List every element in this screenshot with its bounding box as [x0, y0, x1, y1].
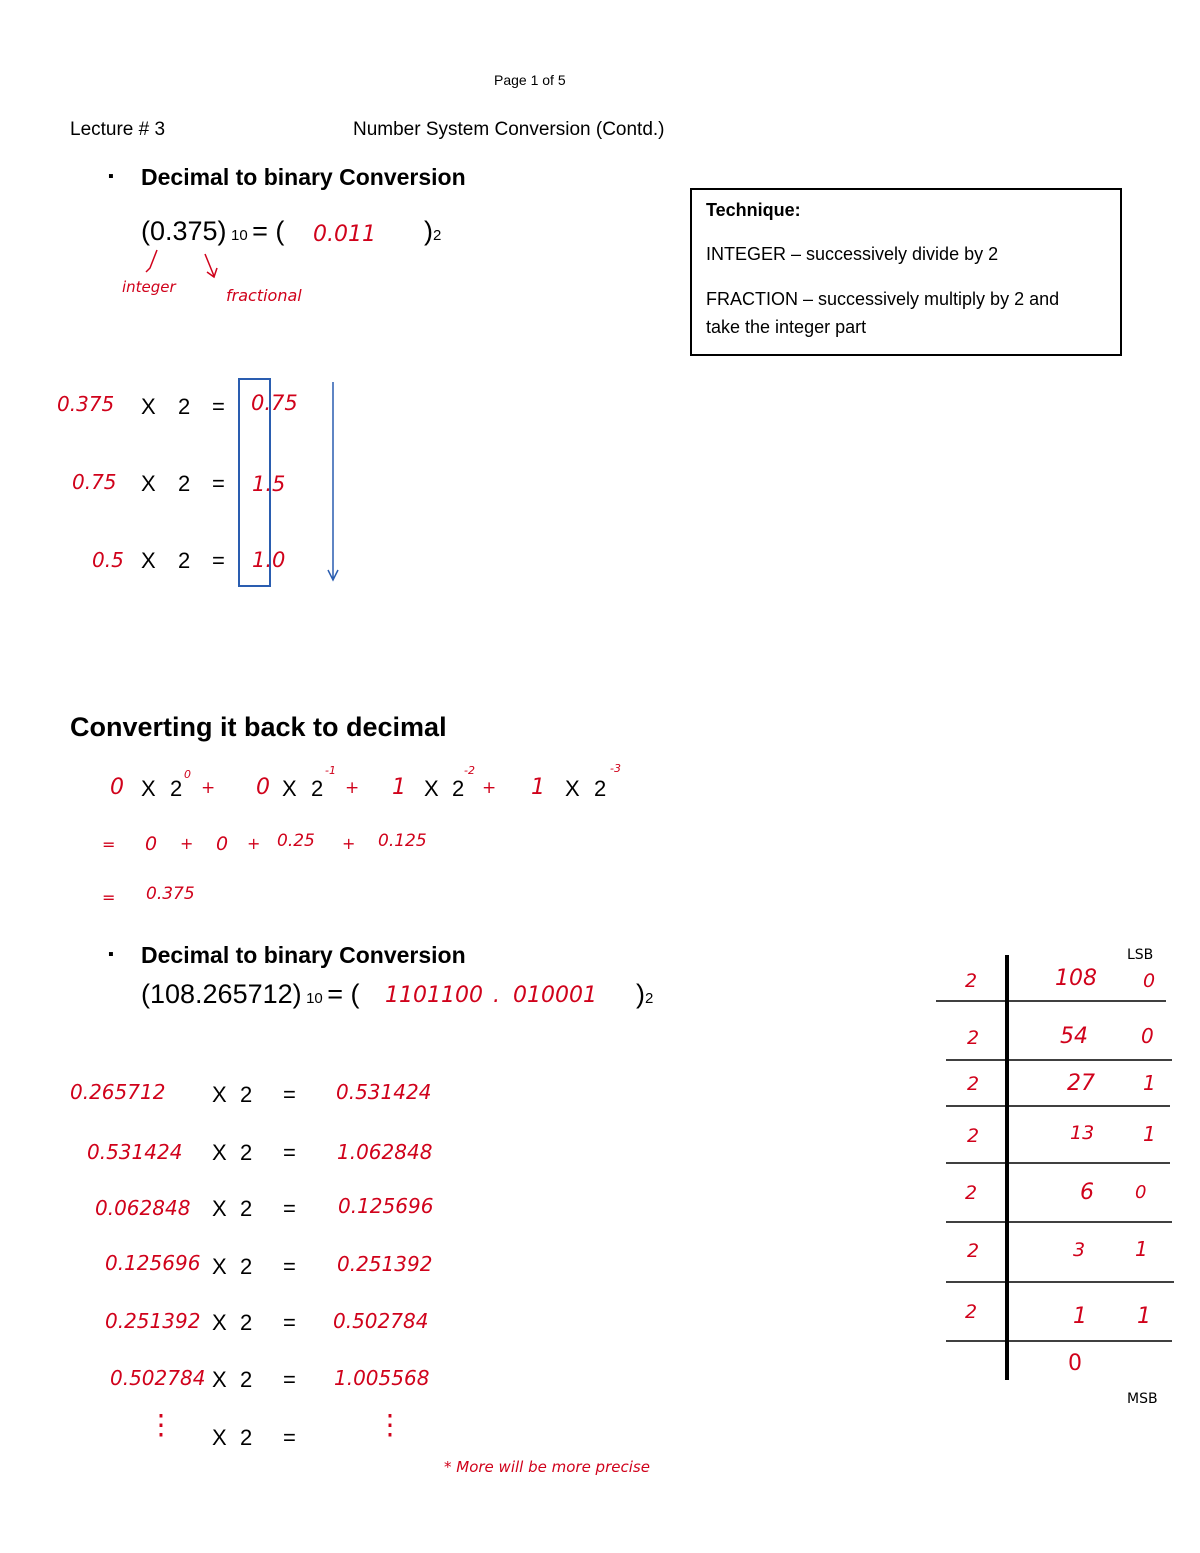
s2-value-5: 0.251392: [105, 1309, 201, 1333]
s2-two-6: 2: [240, 1367, 253, 1392]
technique-line-2: FRACTION – successively multiply by 2 and: [706, 289, 1060, 309]
integer-arrow-icon: [146, 250, 157, 272]
eq1-close: )2: [424, 216, 442, 246]
div-rem-4: 1: [1143, 1122, 1156, 1146]
term2-plus: +: [345, 778, 360, 798]
term4-x: X: [565, 776, 580, 801]
s2-two-3: 2: [240, 1196, 253, 1221]
s2-eq-3: =: [283, 1196, 296, 1221]
lecture-topic: Number System Conversion (Contd.): [353, 119, 665, 140]
s2-result-5: 0.502784: [333, 1309, 429, 1333]
term4-digit: 1: [531, 775, 545, 800]
div-quotient-2: 54: [1060, 1024, 1088, 1049]
s2-result-ellipsis: ⋮: [376, 1408, 404, 1441]
div-quotient-4: 13: [1070, 1122, 1095, 1144]
sum-term-4: 0.125: [378, 831, 427, 851]
term1-base: 2: [170, 776, 183, 801]
eq2-close: )2: [636, 979, 654, 1009]
s2-eq-5: =: [283, 1310, 296, 1335]
div-rem-1: 0: [1143, 970, 1156, 992]
div-divisor-1: 2: [965, 970, 978, 992]
s2-result-1: 0.531424: [336, 1080, 432, 1104]
eq2-lhs: (108.265712): [141, 979, 302, 1009]
result-eq: =: [102, 888, 116, 907]
s2-eq-1: =: [283, 1082, 296, 1107]
div-rem-7: 1: [1137, 1304, 1151, 1329]
eq1-eq: = (: [252, 216, 285, 246]
div-rem-2: 0: [1141, 1024, 1154, 1048]
term1-x: X: [141, 776, 156, 801]
term2-x: X: [282, 776, 297, 801]
s2-x-5: X: [212, 1310, 227, 1335]
lecture-number: Lecture # 3: [70, 119, 166, 140]
term3-plus: +: [482, 778, 497, 798]
div-rem-6: 1: [1135, 1237, 1148, 1261]
integer-highlight-box: [239, 379, 270, 586]
s2-two-5: 2: [240, 1310, 253, 1335]
s2-value-2: 0.531424: [87, 1140, 183, 1164]
s2-value-3: 0.062848: [95, 1196, 191, 1220]
div-divisor-2: 2: [967, 1027, 980, 1049]
sum-term-3: 0.25: [277, 831, 315, 851]
term2-digit: 0: [256, 775, 270, 800]
s2-two-4: 2: [240, 1254, 253, 1279]
s2-eq-4: =: [283, 1254, 296, 1279]
s1-eq-3: =: [212, 548, 225, 573]
s1-two-1: 2: [178, 394, 191, 419]
term1-digit: 0: [110, 775, 124, 800]
bullet-icon-2: ▪: [108, 946, 114, 963]
s1-value-1: 0.375: [57, 392, 115, 416]
s2-x-3: X: [212, 1196, 227, 1221]
div-divisor-7: 2: [965, 1301, 978, 1323]
div-quotient-3: 27: [1067, 1071, 1095, 1096]
term2-exp: -1: [325, 764, 336, 777]
term3-x: X: [424, 776, 439, 801]
s2-result-3: 0.125696: [338, 1194, 434, 1218]
s2-two-2: 2: [240, 1140, 253, 1165]
eq1-answer: 0.011: [313, 222, 376, 247]
annotation-fractional: fractional: [226, 286, 302, 305]
term2-base: 2: [311, 776, 324, 801]
s2-value-ellipsis: ⋮: [147, 1408, 175, 1441]
fractional-arrow-icon: [205, 254, 217, 277]
page-number: Page 1 of 5: [494, 72, 566, 88]
bullet-icon: ▪: [108, 168, 114, 185]
div-rem-3: 1: [1143, 1071, 1156, 1095]
s1-eq-1: =: [212, 394, 225, 419]
s2-x-1: X: [212, 1082, 227, 1107]
div-rem-5: 0: [1135, 1182, 1147, 1203]
div-quotient-6: 3: [1073, 1239, 1086, 1261]
s2-x-2: X: [212, 1140, 227, 1165]
section-title-1: Decimal to binary Conversion: [141, 164, 466, 190]
s2-value-6: 0.502784: [110, 1366, 206, 1390]
eq2-eq: = (: [327, 979, 360, 1009]
precision-note: * More will be more precise: [444, 1458, 650, 1476]
eq2-base-in: 10: [306, 990, 323, 1007]
s2-eq-6: =: [283, 1367, 296, 1392]
sum-term-1: 0: [145, 833, 158, 855]
section-title-2: Decimal to binary Conversion: [141, 942, 466, 968]
read-down-arrow-icon: [328, 382, 338, 580]
s1-result-2: 1.5: [252, 472, 286, 496]
sum-plus-3: +: [342, 834, 356, 853]
section-title-back: Converting it back to decimal: [70, 712, 447, 742]
sum-plus-2: +: [247, 834, 261, 853]
div-divisor-4: 2: [967, 1125, 980, 1147]
term1-plus: +: [201, 778, 216, 798]
s1-value-3: 0.5: [92, 548, 124, 572]
eq1-lhs: (0.375): [141, 216, 227, 246]
sum-plus-1: +: [180, 834, 194, 853]
sum-eq: =: [102, 835, 116, 854]
eq2-dot: .: [493, 983, 500, 1008]
s1-times-3: X: [141, 548, 156, 573]
s2-x-4: X: [212, 1254, 227, 1279]
s2-result-2: 1.062848: [337, 1140, 433, 1164]
result-value: 0.375: [146, 884, 195, 904]
s2-value-1: 0.265712: [70, 1080, 166, 1104]
eq2-answer-int: 1101100: [385, 983, 483, 1008]
div-quotient-5: 6: [1080, 1180, 1094, 1205]
s1-times-1: X: [141, 394, 156, 419]
s2-two-7: 2: [240, 1425, 253, 1450]
term4-base: 2: [594, 776, 607, 801]
s1-result-3: 1.0: [252, 548, 286, 572]
technique-title: Technique:: [706, 200, 801, 220]
s1-times-2: X: [141, 471, 156, 496]
annotation-integer: integer: [122, 278, 176, 296]
lsb-label: LSB: [1127, 947, 1154, 963]
msb-label: MSB: [1127, 1391, 1158, 1407]
s2-x-6: X: [212, 1367, 227, 1392]
div-divisor-3: 2: [967, 1073, 980, 1095]
term3-digit: 1: [392, 775, 406, 800]
term1-exp: 0: [184, 768, 191, 781]
s1-result-1: 0.75: [251, 391, 298, 415]
s1-value-2: 0.75: [72, 470, 117, 494]
s2-x-7: X: [212, 1425, 227, 1450]
s1-eq-2: =: [212, 471, 225, 496]
s1-two-3: 2: [178, 548, 191, 573]
s2-result-4: 0.251392: [337, 1252, 433, 1276]
term4-exp: -3: [610, 762, 621, 775]
s2-eq-2: =: [283, 1140, 296, 1165]
div-quotient-7: 1: [1073, 1304, 1087, 1329]
technique-line-1: INTEGER – successively divide by 2: [706, 244, 999, 264]
div-final: 0: [1068, 1351, 1082, 1376]
div-quotient-1: 108: [1055, 966, 1097, 991]
eq2-answer-frac: 010001: [513, 983, 597, 1008]
s2-two-1: 2: [240, 1082, 253, 1107]
eq1-base-in: 10: [231, 227, 248, 244]
s2-eq-7: =: [283, 1425, 296, 1450]
s1-two-2: 2: [178, 471, 191, 496]
technique-line-3: take the integer part: [706, 317, 867, 337]
term3-exp: -2: [464, 764, 475, 777]
div-divisor-6: 2: [967, 1240, 980, 1262]
s2-value-4: 0.125696: [105, 1251, 201, 1275]
term3-base: 2: [452, 776, 465, 801]
s2-result-6: 1.005568: [334, 1366, 430, 1390]
sum-term-2: 0: [216, 833, 229, 855]
div-divisor-5: 2: [965, 1182, 978, 1204]
